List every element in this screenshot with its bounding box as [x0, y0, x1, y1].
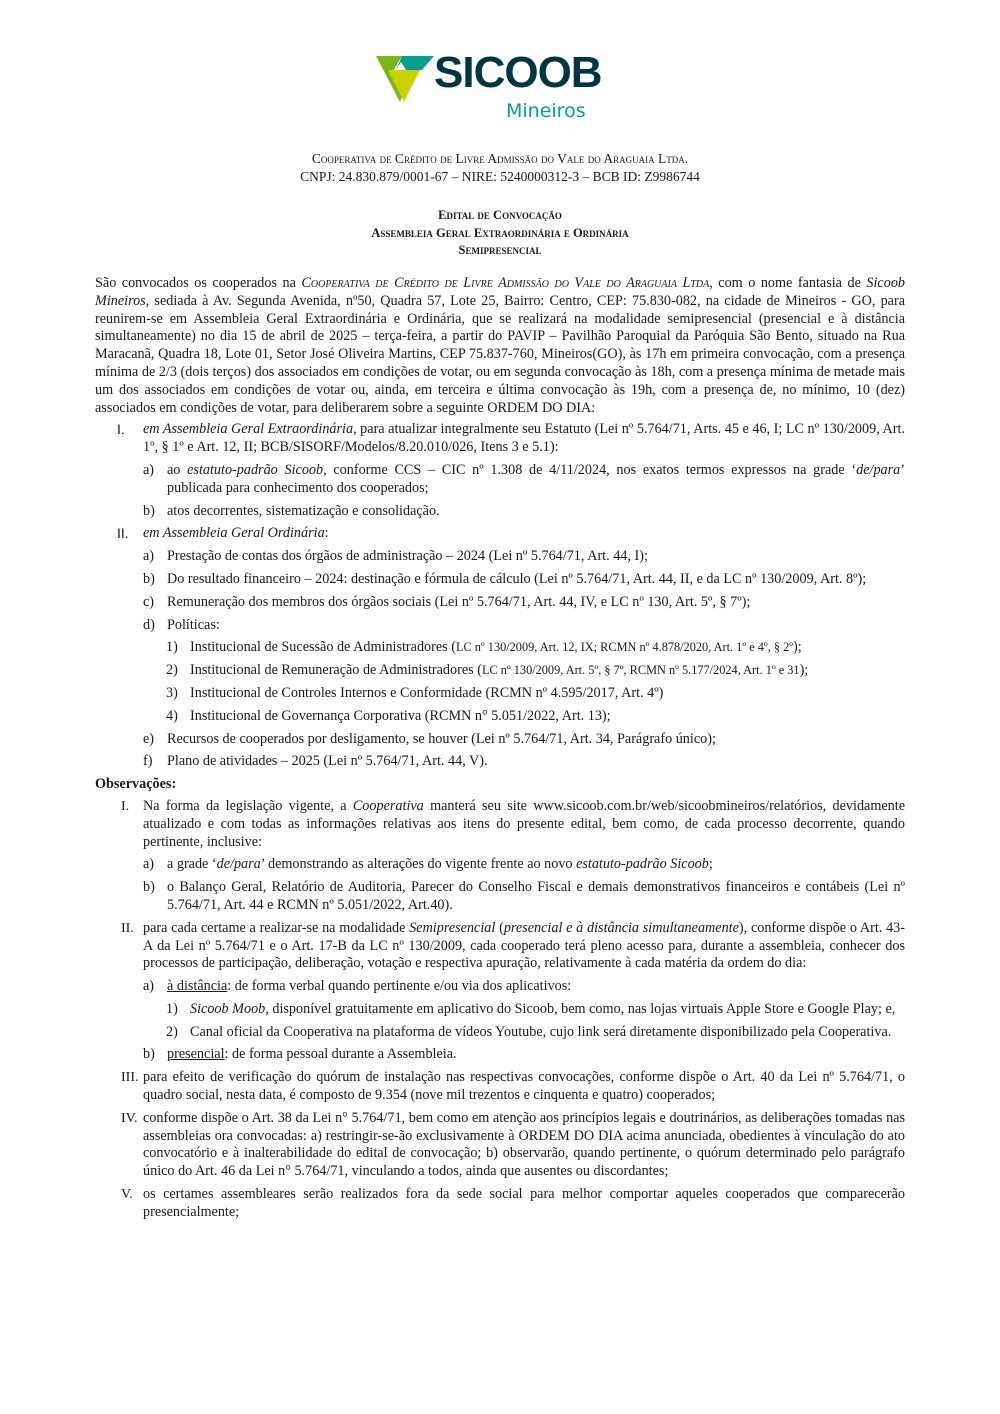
list-item — [95, 525, 905, 543]
title-line-1: Edital de Convocação — [438, 208, 562, 222]
observations-list — [95, 798, 905, 1222]
text-segment: ); — [793, 639, 802, 656]
item-number: V. — [121, 1187, 133, 1203]
list-item — [95, 1046, 905, 1064]
item-number: b) — [143, 502, 155, 519]
list-item — [95, 639, 905, 657]
text-segment: Sicoob Moob — [190, 1000, 266, 1017]
item-number: 3) — [166, 684, 178, 701]
text-segment: ’ publicada para conhecimento dos cooperados; — [167, 461, 905, 496]
item-number: 2) — [166, 662, 178, 679]
text-segment: Cooperativa de Crédito de Livre Admissão do Vale do Araguaia Ltda — [301, 275, 710, 291]
text-segment: Recursos de cooperados por desligamento, se houver (Lei nº 5.764/71, Art. 34, Parágrafo único); — [167, 730, 716, 747]
text-segment: : — [324, 525, 329, 542]
item-number: a) — [143, 978, 155, 995]
text-segment: ( — [495, 919, 504, 936]
text-segment: , com o nome fantasia de — [709, 275, 867, 291]
text-segment: Institucional de Controles Internos e Conformidade (RCMN nº 4.595/2017, Art. 4º) — [190, 684, 664, 701]
logo-sub: Mineiros — [506, 100, 586, 122]
item-number: a) — [143, 461, 155, 478]
text-segment: em Assembleia Geral Extraordinária, — [143, 421, 357, 438]
text-segment: para atualizar integralmente seu Estatuto (Lei nº 5.764/71, Arts. 45 e 46, I; LC nº 130/2009, Art. 1º, § 1º e Art. 12, II; BCB/SISORF/Modelos/8.20.010/026, Itens 3 e 5.1): — [143, 421, 905, 456]
list-item — [95, 798, 905, 851]
text-segment: ), conforme dispõe o Art. 43-A da Lei nº 5.764/71 e o Art. 17-B da LC nº 130/2009, cada cooperado terá pleno acesso para, durante a assembleia, conhecer dos processos de participação, deliberação, votação e respectiva apuração, relativamente à cada matéria da ordem do dia: — [143, 919, 906, 972]
text-segment: , disponível gratuitamente em aplicativo do Sicoob, bem como, nas lojas virtuais Apple Store e Google Play; e, — [265, 1000, 896, 1017]
text-segment: Cooperativa — [352, 797, 424, 814]
list-item — [95, 1001, 905, 1019]
list-item — [95, 856, 905, 874]
text-segment: à distância — [167, 978, 228, 995]
item-number: II. — [121, 920, 134, 936]
list-item — [95, 503, 905, 521]
text-segment: ao — [167, 461, 188, 478]
sicoob-triangle-icon — [376, 54, 436, 106]
text-segment: Institucional de Governança Corporativa (RCMN n° 5.051/2022, Art. 13); — [190, 707, 611, 724]
text-segment: Semipresencial — [409, 919, 496, 936]
sicoob-logo — [376, 48, 606, 124]
text-segment: os certames assembleares serão realizados fora da sede social para melhor comportar aqueles cooperados que comparecerão presencialmente; — [143, 1186, 905, 1220]
item-number: 4) — [166, 707, 178, 724]
text-segment: , conforme CCS – CIC nº 1.308 de 4/11/2024, nos exatos termos expressos na grade ‘ — [323, 461, 857, 478]
text-segment: para efeito de verificação do quórum de instalação nas respectivas convocações, conforme dispõe o Art. 40 da Lei nº 5.764/71, o quadro social, nesta data, é composto de 9.354 (nove mil trezentos e cinquenta e quatro) cooperados; — [143, 1069, 905, 1104]
text-segment: ); — [799, 662, 809, 679]
list-item — [95, 617, 905, 635]
item-number: a) — [143, 856, 155, 873]
list-item — [95, 662, 905, 680]
document-title — [0, 207, 1000, 260]
text-segment: estatuto-padrão Sicoob — [187, 461, 324, 478]
document-header — [0, 150, 1000, 185]
org-ids: CNPJ: 24.830.879/0001-67 – NIRE: 5240000312-3 – BCB ID: Z9986744 — [300, 168, 700, 184]
text-segment: conforme dispõe o Art. 38 da Lei n° 5.764/71, bem como em atenção aos princípios legais e doutrinários, as deliberações tomadas nas assembleias ora convocadas: a) restringir-se-ão exclusivamente à ORDEM DO DIA acima anunciada, obedientes à vinculação do ato convocatório e à inalterabilidade do edital de convocação; b) observarão, quando pertinente, o quórum determinado pelo parágrafo único do Art. 46 da Lei n° 5.764/71, vinculando a todos, ainda que ausentes ou discordantes; — [143, 1109, 905, 1180]
list-item — [95, 685, 905, 703]
text-segment: LC nº 130/2009, Art. 5º, § 7º, RCMN nº 5.177/2024, Art. 1º e 31 — [481, 663, 800, 678]
list-item — [95, 1069, 905, 1105]
item-number: I. — [117, 421, 125, 438]
item-number: IV. — [121, 1110, 138, 1126]
text-segment: Remuneração dos membros dos órgãos sociais (Lei nº 5.764/71, Art. 44, IV, e LC nº 130, Art. 5º, § 7º); — [167, 593, 751, 610]
list-item — [95, 879, 905, 915]
list-item — [95, 731, 905, 749]
text-segment: Prestação de contas dos órgãos de administração – 2024 (Lei nº 5.764/71, Art. 44, I); — [167, 548, 648, 565]
text-segment: : de forma pessoal durante a Assembleia. — [224, 1046, 457, 1063]
item-number: c) — [143, 593, 155, 610]
item-number: e) — [143, 730, 155, 747]
text-segment: ; — [708, 856, 713, 873]
text-segment: para cada certame a realizar-se na modalidade — [143, 919, 410, 936]
list-item — [95, 462, 905, 498]
text-segment: em Assembleia Geral Ordinária — [143, 525, 325, 542]
item-number: II. — [117, 525, 129, 542]
item-number: d) — [143, 616, 155, 633]
text-segment: a grade ‘ — [167, 856, 217, 873]
text-segment: Políticas: — [167, 616, 220, 633]
text-segment: estatuto-padrão Sicoob — [576, 856, 709, 873]
text-segment: Institucional de Sucessão de Administradores ( — [190, 639, 456, 656]
text-segment: Do resultado financeiro – 2024: destinação e fórmula de cálculo (Lei nº 5.764/71, Art. 44, II, e da LC nº 130/2009, Art. 8º); — [167, 570, 867, 587]
list-item — [95, 978, 905, 996]
org-name: Cooperativa de Crédito de Livre Admissão do Vale do Araguaia Ltda. — [311, 151, 689, 166]
list-item — [95, 421, 905, 457]
text-segment: de/para — [856, 461, 901, 478]
text-segment: Sicoob Mineiros — [95, 275, 906, 309]
text-segment: Canal oficial da Cooperativa na plataforma de vídeos Youtube, cujo link será diretamente disponibilizado pela Cooperativa. — [190, 1023, 892, 1040]
document-body — [95, 275, 905, 1227]
text-segment: : de forma verbal quando pertinente e/ou via dos aplicativos: — [227, 978, 572, 995]
logo-brand: SICOOB — [434, 48, 602, 97]
text-segment: Na forma da legislação vigente, a — [143, 797, 353, 814]
title-line-3: Semipresencial — [458, 243, 542, 257]
item-number: b) — [143, 1046, 155, 1063]
item-number: f) — [143, 753, 153, 770]
text-segment: , sediada à Av. Segunda Avenida, nº50, Quadra 57, Lote 25, Bairro: Centro, CEP: 75.830-082, na cidade de Mineiros - GO, para reunirem-se em Assembleia Geral Extraordinária e Ordinária, que se realizará na modalidade semipresencial (presencial e à distância simultaneamente) no dia 15 de abril de 2025 – terça-feira, a partir do PAVIP – Pavilhão Paroquial da Paróquia São Bento, situado na Rua Maracanã, Quadra 18, Lote 01, Setor José Oliveira Martins, CEP 75.837-760, Mineiros(GO), às 17h em primeira convocação, com a presença mínima de 2/3 (dois terços) dos associados em condições de votar, ou em segunda convocação às 18h, com a presença mínima de metade mais um dos associados em condições de votar ou, ainda, em terceira e última convocação às 19h, com a presença de, no mínimo, 10 (dez) associados em condições de votar, para deliberarem sobre a seguinte ORDEM DO DIA: — [95, 292, 905, 416]
list-item — [95, 920, 905, 973]
intro-paragraph — [95, 275, 905, 417]
list-item — [95, 548, 905, 566]
text-segment: de/para — [216, 856, 261, 873]
text-segment: ’ demonstrando as alterações do vigente frente ao novo — [260, 856, 577, 873]
list-item — [95, 1186, 905, 1222]
item-number: I. — [121, 798, 130, 814]
item-number: 1) — [166, 639, 178, 656]
list-item — [95, 1110, 905, 1181]
observations-heading: Observações: — [95, 776, 177, 793]
text-segment: LC nº 130/2009, Art. 12, IX; RCMN nº 4.878/2020, Art. 1º e 4º, § 2º — [455, 640, 794, 655]
text-segment: São convocados os cooperados na — [95, 275, 302, 291]
item-number: a) — [143, 548, 155, 565]
text-segment: presencial — [167, 1046, 225, 1063]
text-segment: atos decorrentes, sistematização e consolidação. — [167, 502, 440, 519]
list-item — [95, 708, 905, 726]
item-number: b) — [143, 879, 155, 896]
item-number: 1) — [166, 1000, 178, 1017]
text-segment: o Balanço Geral, Relatório de Auditoria, Parecer do Conselho Fiscal e demais demonstrativos financeiros e contábeis (Lei nº 5.764/71, Art. 44 e RCMN nº 5.051/2022, Art.40). — [167, 879, 905, 913]
agenda-list — [95, 421, 905, 771]
list-item — [95, 1024, 905, 1042]
text-segment: manterá seu site www.sicoob.com.br/web/sicoobmineiros/relatórios, devidamente atualizado e com todas as informações relativas aos itens do presente edital, bem como, de cada processo decorrente, quando pertinente, inclusive: — [143, 797, 905, 850]
item-number: 2) — [166, 1023, 178, 1040]
list-item — [95, 753, 905, 771]
text-segment: Institucional de Remuneração de Administradores ( — [190, 662, 482, 679]
text-segment: Plano de atividades – 2025 (Lei nº 5.764/71, Art. 44, V). — [167, 753, 488, 770]
item-number: b) — [143, 570, 155, 587]
text-segment: presencial e à distância simultaneamente — [503, 919, 739, 936]
title-line-2: Assembleia Geral Extraordinária e Ordinária — [371, 225, 629, 240]
list-item — [95, 594, 905, 612]
list-item — [95, 571, 905, 589]
item-number: III. — [121, 1070, 139, 1086]
